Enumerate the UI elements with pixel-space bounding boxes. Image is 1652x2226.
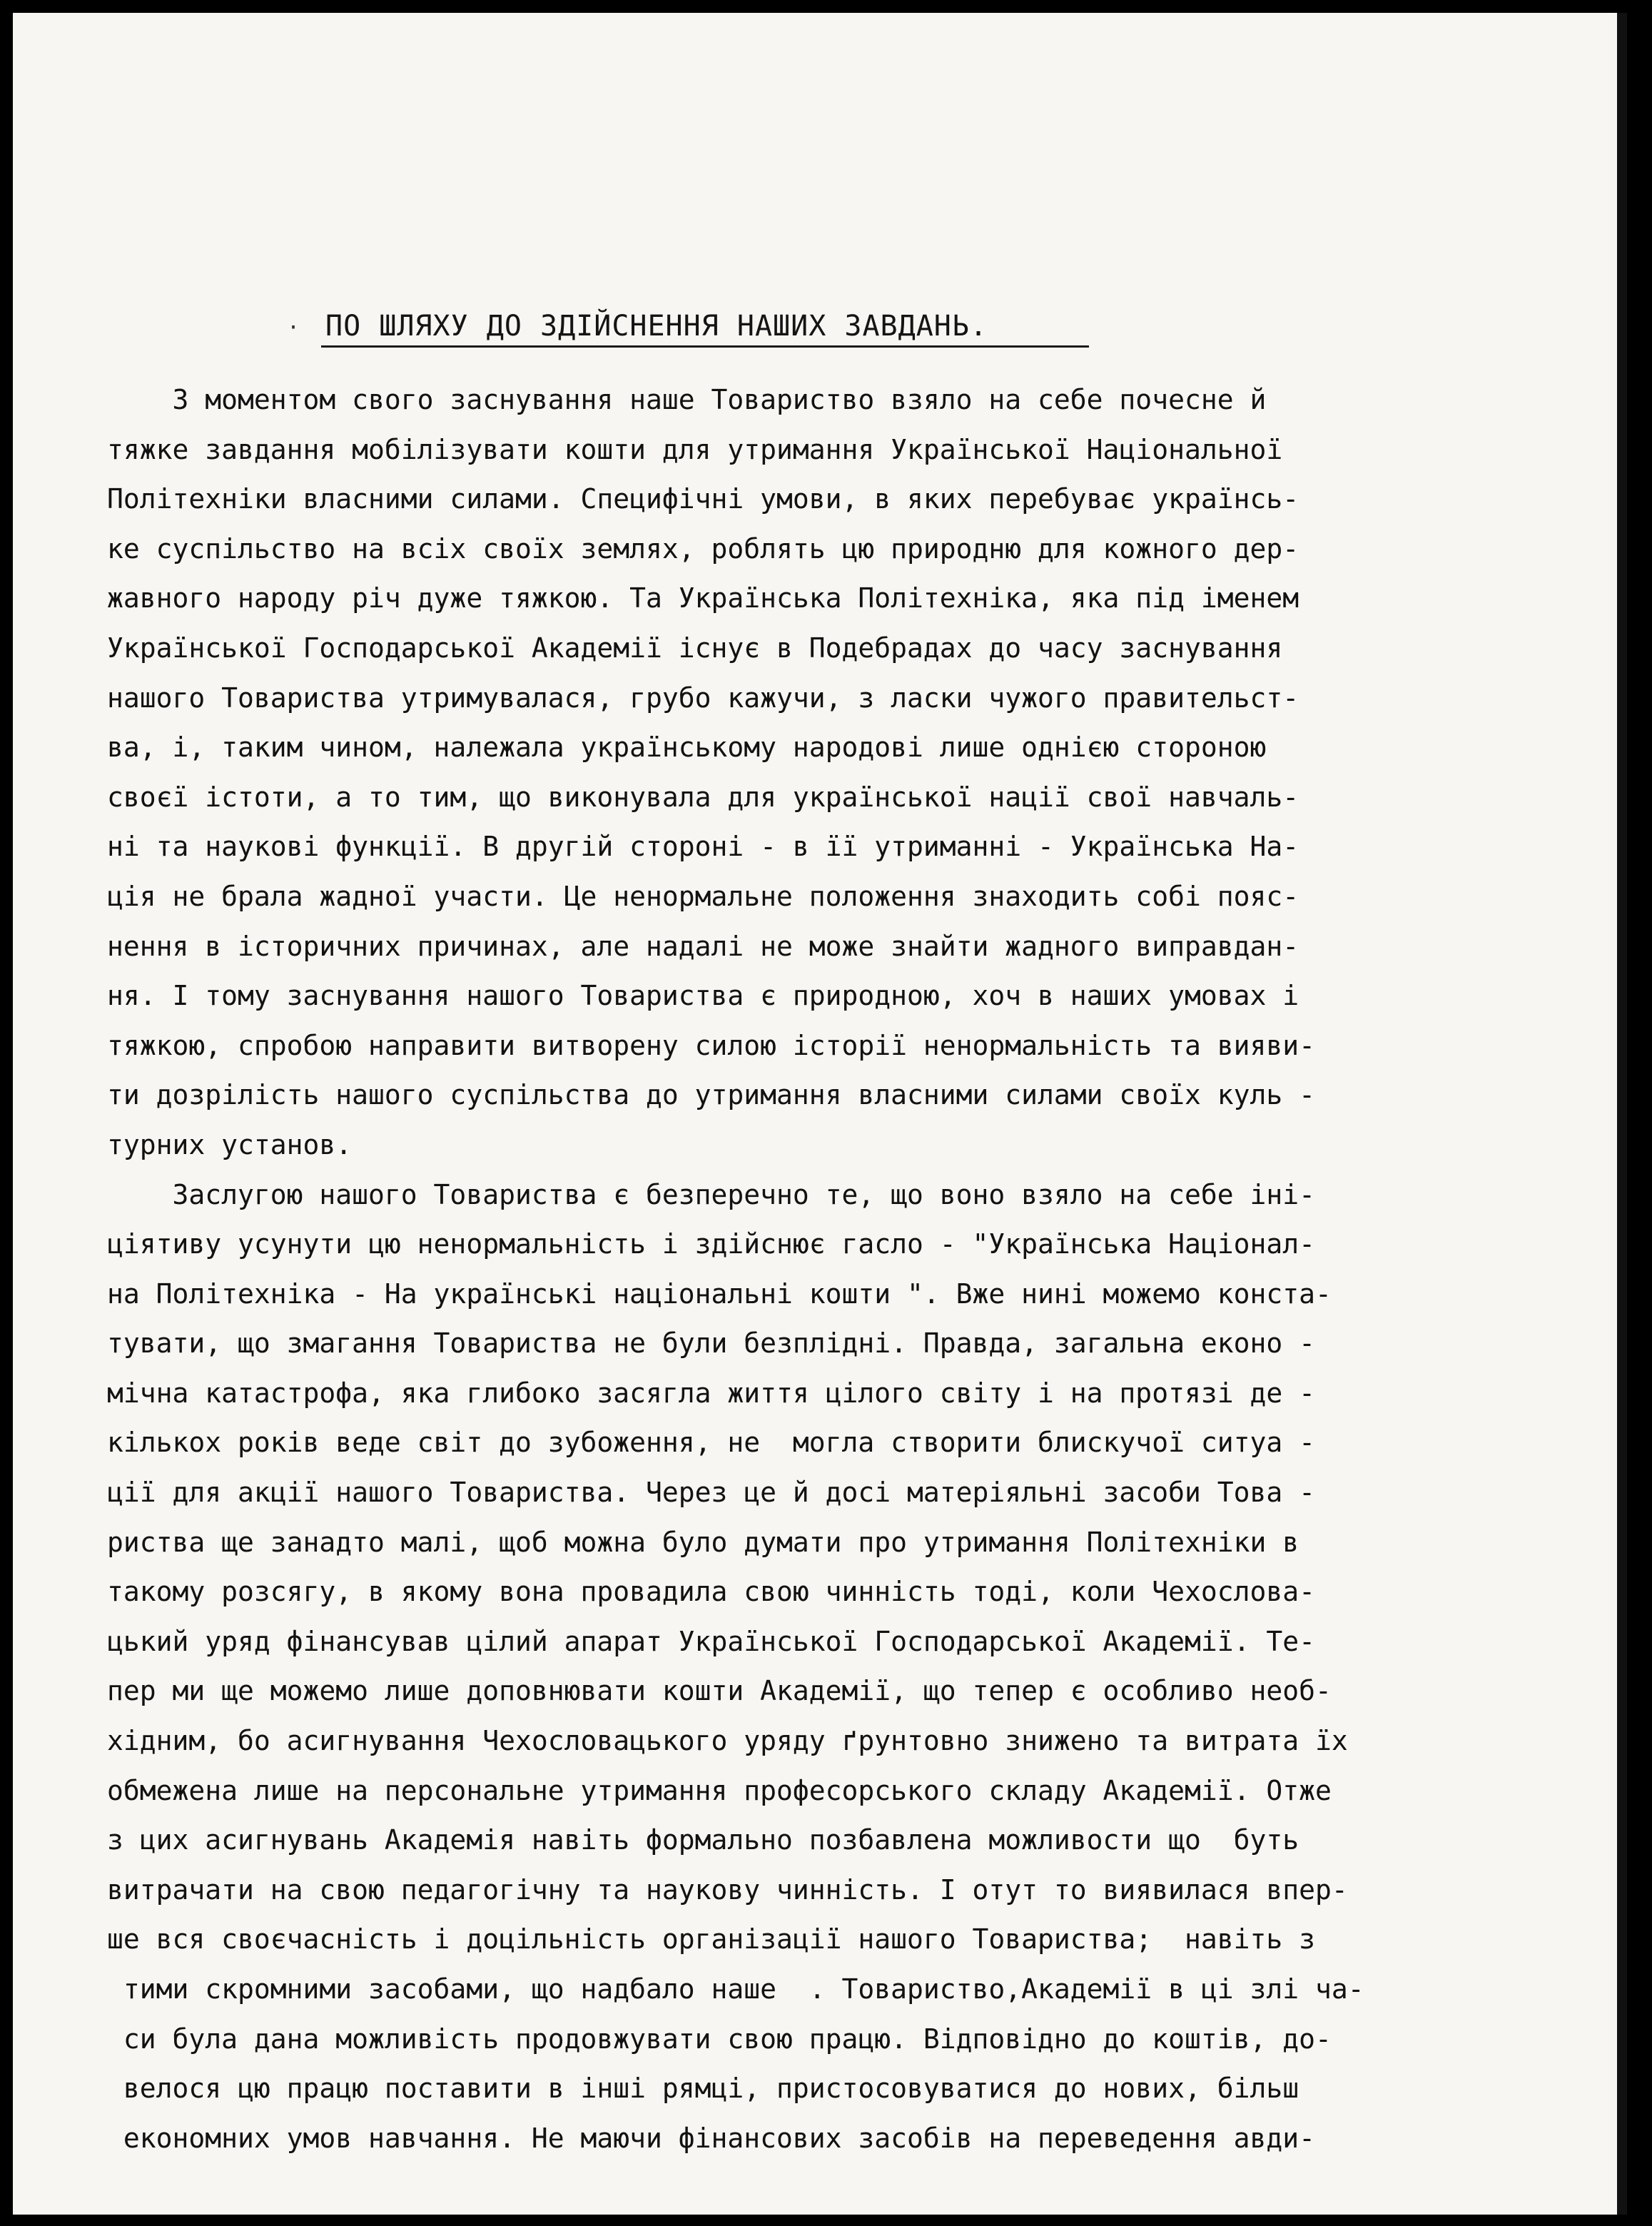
text-line: Заслугою нашого Товариства є безперечно те, що воно взяло на себе іні- bbox=[107, 1178, 1315, 1210]
text-line: обмежена лише на персональне утримання професорського складу Академії. Отже bbox=[107, 1774, 1332, 1806]
text-line: витрачати на свою педагогічну та наукову чинність. І отут то виявилася впер- bbox=[107, 1873, 1348, 1906]
text-line: цький уряд фінансував цілий апарат Української Господарської Академії. Те- bbox=[107, 1625, 1315, 1657]
text-line: ти дозрілість нашого суспільства до утримання власними силами своїх куль - bbox=[107, 1079, 1315, 1111]
text-line: ке суспільство на всіх своїх землях, роблять цю природню для кожного дер- bbox=[107, 532, 1299, 565]
text-line: ція не брала жадної участи. Це ненормальне положення знаходить собі пояс- bbox=[107, 880, 1299, 912]
text-line: велося цю працю поставити в інші рямці, пристосовуватися до нових, більш bbox=[107, 2073, 1299, 2105]
text-line: такому розсягу, в якому вона провадила свою чинність тоді, коли Чехослова- bbox=[107, 1576, 1315, 1608]
text-line: ше вся своєчасність і доцільність організації нашого Товариства; навіть з bbox=[107, 1923, 1315, 1956]
text-line: жавного народу річ дуже тяжкою. Та Українська Політехніка, яка під іменем bbox=[107, 582, 1299, 614]
text-line: ва, і, таким чином, належала українському народові лише однією стороною bbox=[107, 732, 1267, 764]
text-line: тяжке завдання мобілізувати кошти для утримання Української Національної bbox=[107, 433, 1283, 465]
text-line: З моментом свого заснування наше Товариство взяло на себе почесне й bbox=[107, 384, 1267, 415]
text-line: економних умов навчання. Не маючи фінансових засобів на переведення авди- bbox=[107, 2122, 1315, 2154]
text-line: ня. І тому заснування нашого Товариства є природною, хоч в наших умовах і bbox=[107, 980, 1299, 1012]
text-line: тими скромними засобами, що надбало наше . Товариство,Академії в ці злі ча- bbox=[107, 1973, 1364, 2005]
text-line: риства ще занадто малі, щоб можна було думати про утримання Політехніки в bbox=[107, 1526, 1299, 1558]
page-title: ПО ШЛЯХУ ДО ЗДІЙСНЕННЯ НАШИХ ЗАВДАНЬ. bbox=[325, 310, 988, 343]
text-line: нашого Товариства утримувалася, грубо кажучи, з ласки чужого правительст- bbox=[107, 682, 1299, 714]
text-line: кількох років веде світ до зубоження, не могла створити блискучої ситуа - bbox=[107, 1427, 1315, 1459]
body-text bbox=[107, 375, 1563, 2163]
text-line: тувати, що змагання Товариства не були безплідні. Правда, загальна еконо - bbox=[107, 1327, 1315, 1360]
text-line: хідним, бо асигнування Чехословацького уряду ґрунтовно знижено та витрата їх bbox=[107, 1725, 1348, 1757]
title-underline bbox=[321, 345, 1089, 348]
text-line: Української Господарської Академії існує в Подебрадах до часу заснування bbox=[107, 632, 1283, 664]
text-line: мічна катастрофа, яка глибоко засягла життя цілого світу і на протязі де - bbox=[107, 1377, 1315, 1409]
text-line: турних установ. bbox=[107, 1128, 353, 1160]
text-line: си була дана можливість продовжувати свою працю. Відповідно до коштів, до- bbox=[107, 2023, 1332, 2055]
text-line: нення в історичних причинах, але надалі не може знайти жадного виправдан- bbox=[107, 930, 1299, 962]
text-line: ціятиву усунути цю ненормальність і здійснює гасло - "Українська Націонал- bbox=[107, 1228, 1315, 1260]
text-line: з цих асигнувань Академія навіть формально позбавлена можливости що буть bbox=[107, 1824, 1299, 1856]
stray-mark: · bbox=[287, 315, 300, 340]
text-line: Політехніки власними силами. Специфічні умови, в яких перебуває українсь- bbox=[107, 483, 1299, 515]
text-line: своєї істоти, а то тим, що виконувала для української нації свої навчаль- bbox=[107, 781, 1299, 813]
typewritten-page bbox=[13, 13, 1627, 2215]
text-line: тяжкою, спробою направити витворену силою історії ненормальність та вияви- bbox=[107, 1029, 1315, 1061]
text-line: пер ми ще можемо лише доповнювати кошти Академії, що тепер є особливо необ- bbox=[107, 1675, 1332, 1707]
text-line: на Політехніка - На українські національні кошти ". Вже нині можемо конста- bbox=[107, 1278, 1332, 1310]
text-line: ції для акції нашого Товариства. Через це й досі матеріяльні засоби Това - bbox=[107, 1477, 1315, 1509]
text-line: ні та наукові функції. В другій стороні - в її утриманні - Українська На- bbox=[107, 831, 1299, 863]
